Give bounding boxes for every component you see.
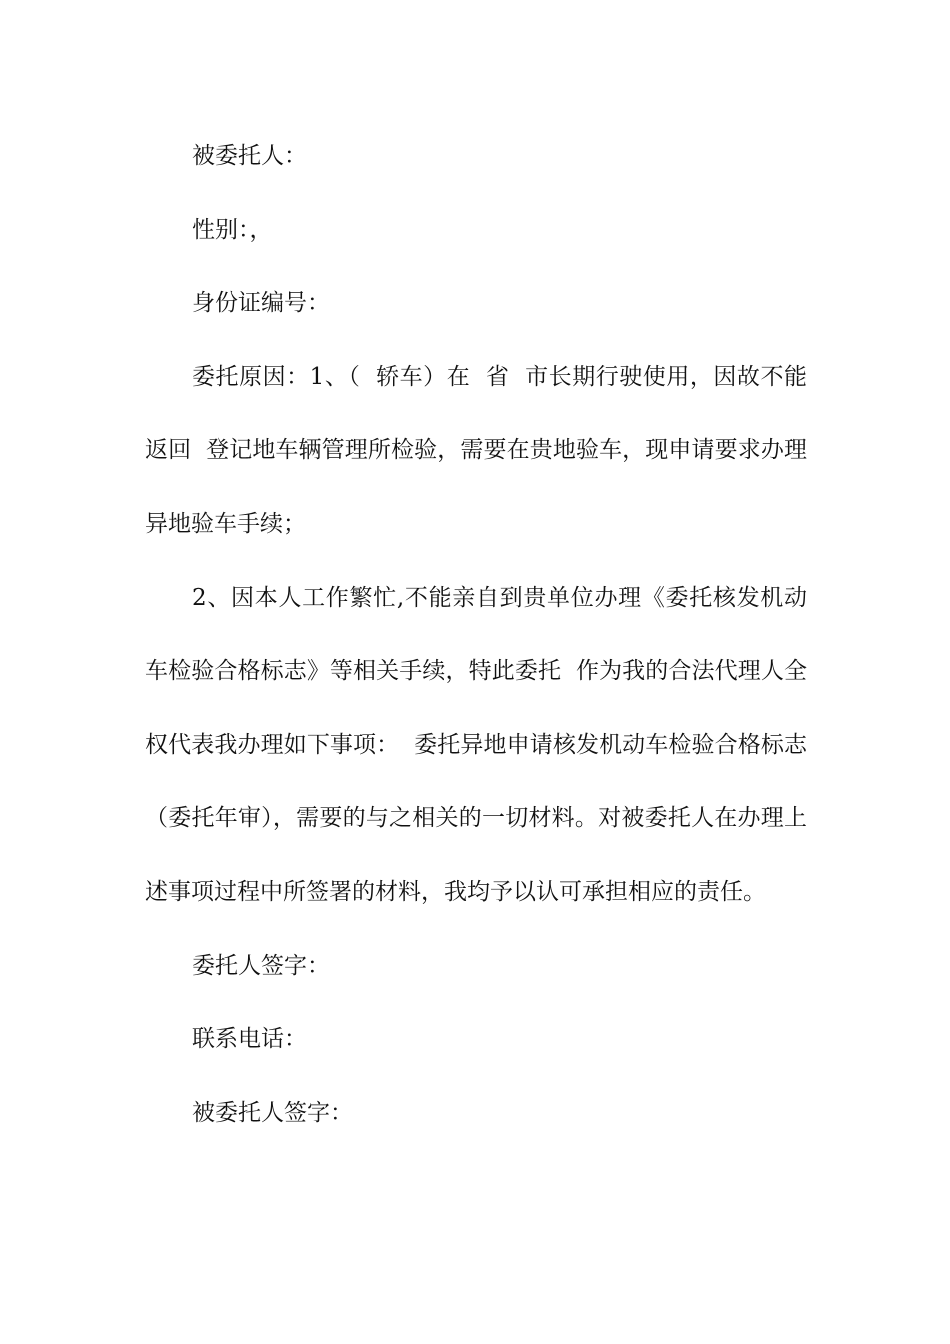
field-gender: 性别：， [192,216,273,243]
paragraph-reason-2: 2、因本人工作繁忙,不能亲自到贵单位办理《委托核发机动车检验合格标志》等相关手续，特此委托 作为我的合法代理人全权代表我办理如下事项： 委托异地申请核发机动车检验合格标志（委托年审），需要的与之相关的一切材料。对被委托人在办理上述事项过程中所签署的材料，我均予以认可承担相应的责任。 [145,584,807,905]
field-trustee: 被委托人： [192,143,307,169]
field-contact-phone: 联系电话： [192,1026,307,1053]
field-id-number: 身份证编号： [192,290,330,317]
field-principal-signature: 委托人签字： [192,952,330,979]
field-trustee-signature: 被委托人签字： [192,1099,353,1126]
document-body [145,120,807,1150]
paragraph-reason-1: 委托原因：1、（ 轿车）在 省 市长期行驶使用，因故不能返回 登记地车辆管理所检验，需要在贵地验车，现申请要求办理异地验车手续； [145,363,807,537]
